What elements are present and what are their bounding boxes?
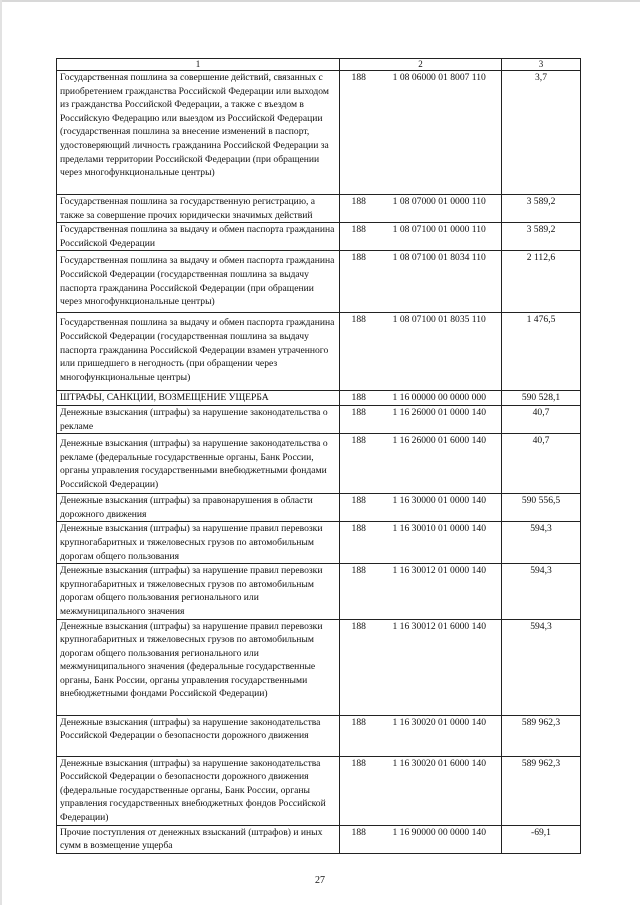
table-row <box>57 391 581 406</box>
row-budget-code: 1 16 90000 00 0000 140 <box>378 825 502 853</box>
table-row <box>57 195 581 223</box>
table-row <box>57 313 581 391</box>
table-row <box>57 825 581 853</box>
revenue-table <box>56 58 581 854</box>
table-row <box>57 405 581 433</box>
row-admin-code: 188 <box>340 522 378 564</box>
row-name: ШТРАФЫ, САНКЦИИ, ВОЗМЕЩЕНИЕ УЩЕРБА <box>57 391 340 406</box>
scan-edge-top <box>0 0 640 2</box>
table-row <box>57 564 581 619</box>
row-budget-code: 1 16 30020 01 6000 140 <box>378 756 502 825</box>
row-name: Государственная пошлина за выдачу и обмен паспорта гражданина Российской Федерации <box>57 223 340 251</box>
row-budget-code: 1 16 26000 01 0000 140 <box>378 405 502 433</box>
table-row <box>57 71 581 195</box>
row-name: Государственная пошлина за государственную регистрацию, а также за совершение прочих юридически значимых действий <box>57 195 340 223</box>
row-amount: 589 962,3 <box>502 756 581 825</box>
row-budget-code: 1 16 00000 00 0000 000 <box>378 391 502 406</box>
row-amount: 3 589,2 <box>502 223 581 251</box>
table-row <box>57 494 581 522</box>
row-name: Государственная пошлина за совершение действий, связанных с приобретением гражданства Российской Федерации или выходом из гражданства Российской Федерации, а также с въездом в Российскую Федерацию или выездом из Российской Федерации (государственная пошлина за внесение изменений в паспорт, удостоверяющий личность гражданина Российской Федерации за пределами территории Российской Федерации (при обращении через многофункциональные центры) <box>57 71 340 195</box>
row-name: Прочие поступления от денежных взысканий (штрафов) и иных сумм в возмещение ущерба <box>57 825 340 853</box>
table-row <box>57 619 581 715</box>
row-name: Государственная пошлина за выдачу и обмен паспорта гражданина Российской Федерации (государственная пошлина за выдачу паспорта гражданина Российской Федерации взамен утраченного или пришедшего в негодность (при обращении через многофункциональные центры) <box>57 313 340 391</box>
row-name: Денежные взыскания (штрафы) за нарушение правил перевозки крупногабаритных и тяжеловесных грузов по автомобильным дорогам общего пользования <box>57 522 340 564</box>
row-amount: 594,3 <box>502 619 581 715</box>
row-amount: 594,3 <box>502 522 581 564</box>
row-budget-code: 1 08 07100 01 8034 110 <box>378 251 502 313</box>
row-budget-code: 1 16 30020 01 0000 140 <box>378 715 502 756</box>
row-admin-code: 188 <box>340 494 378 522</box>
row-admin-code: 188 <box>340 405 378 433</box>
row-budget-code: 1 08 06000 01 8007 110 <box>378 71 502 195</box>
table-row <box>57 756 581 825</box>
row-amount: 3,7 <box>502 71 581 195</box>
row-admin-code: 188 <box>340 825 378 853</box>
row-admin-code: 188 <box>340 223 378 251</box>
row-admin-code: 188 <box>340 313 378 391</box>
row-name: Денежные взыскания (штрафы) за нарушение правил перевозки крупногабаритных и тяжеловесных грузов по автомобильным дорогам общего пользования регионального или межмуниципального значения <box>57 564 340 619</box>
table-row <box>57 251 581 313</box>
row-amount: 40,7 <box>502 434 581 494</box>
row-name: Денежные взыскания (штрафы) за нарушение законодательства Российской Федерации о безопасности дорожного движения <box>57 715 340 756</box>
table-row <box>57 223 581 251</box>
row-admin-code: 188 <box>340 619 378 715</box>
row-amount: -69,1 <box>502 825 581 853</box>
row-name: Денежные взыскания (штрафы) за нарушение законодательства Российской Федерации о безопасности дорожного движения (федеральные государственные органы, Банк России, органы управления государственных внебюджетных фондов Российской Федерации) <box>57 756 340 825</box>
row-amount: 590 528,1 <box>502 391 581 406</box>
row-admin-code: 188 <box>340 195 378 223</box>
row-name: Денежные взыскания (штрафы) за нарушение законодательства о рекламе (федеральные государственные органы, Банк России, органы управления государственными внебюджетными фондами Российской Федерации) <box>57 434 340 494</box>
row-name: Денежные взыскания (штрафы) за правонарушения в области дорожного движения <box>57 494 340 522</box>
row-admin-code: 188 <box>340 251 378 313</box>
row-amount: 590 556,5 <box>502 494 581 522</box>
row-budget-code: 1 08 07100 01 8035 110 <box>378 313 502 391</box>
row-budget-code: 1 16 30010 01 0000 140 <box>378 522 502 564</box>
row-admin-code: 188 <box>340 391 378 406</box>
row-budget-code: 1 08 07100 01 0000 110 <box>378 223 502 251</box>
row-name: Денежные взыскания (штрафы) за нарушение законодательства о рекламе <box>57 405 340 433</box>
row-admin-code: 188 <box>340 434 378 494</box>
row-name: Государственная пошлина за выдачу и обмен паспорта гражданина Российской Федерации (государственная пошлина за выдачу паспорта гражданина Российской Федерации (при обращении через многофункциональные центры) <box>57 251 340 313</box>
row-admin-code: 188 <box>340 71 378 195</box>
row-amount: 589 962,3 <box>502 715 581 756</box>
row-admin-code: 188 <box>340 756 378 825</box>
row-amount: 1 476,5 <box>502 313 581 391</box>
row-budget-code: 1 16 30012 01 0000 140 <box>378 564 502 619</box>
page-number: 27 <box>315 875 325 886</box>
row-admin-code: 188 <box>340 564 378 619</box>
row-amount: 40,7 <box>502 405 581 433</box>
header-col-3: 3 <box>502 59 581 71</box>
row-name: Денежные взыскания (штрафы) за нарушение правил перевозки крупногабаритных и тяжеловесных грузов по автомобильным дорогам общего пользования регионального или межмуниципального значения (федеральные государственные органы, Банк России, органы управления государственными внебюджетными фондами Российской Федерации) <box>57 619 340 715</box>
table-row <box>57 522 581 564</box>
row-amount: 2 112,6 <box>502 251 581 313</box>
row-budget-code: 1 08 07000 01 0000 110 <box>378 195 502 223</box>
table-header-row <box>57 59 581 71</box>
table-row <box>57 434 581 494</box>
row-budget-code: 1 16 30012 01 6000 140 <box>378 619 502 715</box>
scan-edge-left <box>0 0 2 905</box>
header-col-2: 2 <box>340 59 502 71</box>
header-col-1: 1 <box>57 59 340 71</box>
row-amount: 3 589,2 <box>502 195 581 223</box>
row-amount: 594,3 <box>502 564 581 619</box>
table-row <box>57 715 581 756</box>
row-budget-code: 1 16 26000 01 6000 140 <box>378 434 502 494</box>
row-budget-code: 1 16 30000 01 0000 140 <box>378 494 502 522</box>
row-admin-code: 188 <box>340 715 378 756</box>
